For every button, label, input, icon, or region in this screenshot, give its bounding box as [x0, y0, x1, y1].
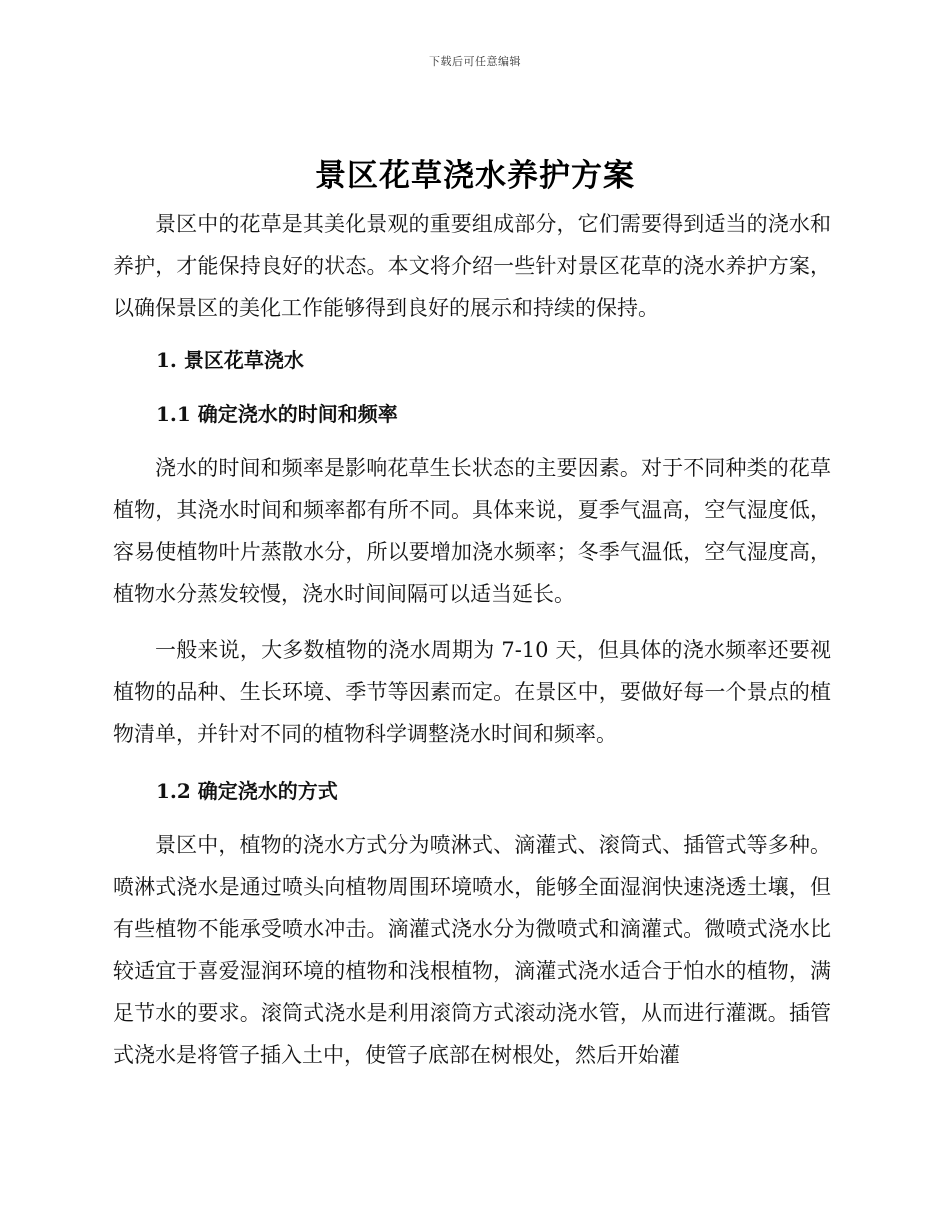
- section-1-heading: 1. 景区花草浇水: [156, 348, 304, 372]
- section-1-1-heading: 1.1 确定浇水的时间和频率: [156, 402, 398, 426]
- section-1-1-paragraph-1: 浇水的时间和频率是影响花草生长状态的主要因素。对于不同种类的花草植物，其浇水时间和频率都有所不同。具体来说，夏季气温高，空气湿度低，容易使植物叶片蒸散水分，所以要增加浇水频率；冬季气温低，空气湿度高，植物水分蒸发较慢，浇水时间间隔可以适当延长。: [113, 456, 831, 606]
- section-1-2-heading: 1.2 确定浇水的方式: [156, 779, 338, 803]
- header-note: 下载后可任意编辑: [429, 55, 521, 68]
- section-1-1-paragraph-2: 一般来说，大多数植物的浇水周期为 7-10 天，但具体的浇水频率还要视植物的品种、生长环境、季节等因素而定。在景区中，要做好每一个景点的植物清单，并针对不同的植物科学调整浇水时间和频率。: [113, 638, 831, 746]
- intro-paragraph: 景区中的花草是其美化景观的重要组成部分，它们需要得到适当的浇水和养护，才能保持良好的状态。本文将介绍一些针对景区花草的浇水养护方案，以确保景区的美化工作能够得到良好的展示和持续的保持。: [113, 212, 831, 320]
- document-title: 景区花草浇水养护方案: [315, 158, 635, 194]
- section-1-2-paragraph-1: 景区中，植物的浇水方式分为喷淋式、滴灌式、滚筒式、插管式等多种。喷淋式浇水是通过喷头向植物周围环境喷水，能够全面湿润快速浇透土壤，但有些植物不能承受喷水冲击。滴灌式浇水分为微喷式和滴灌式。微喷式浇水比较适宜于喜爱湿润环境的植物和浅根植物，滴灌式浇水适合于怕水的植物，满足节水的要求。滚筒式浇水是利用滚筒方式滚动浇水管，从而进行灌溉。插管式浇水是将管子插入土中，使管子底部在树根处，然后开始灌: [113, 833, 831, 1067]
